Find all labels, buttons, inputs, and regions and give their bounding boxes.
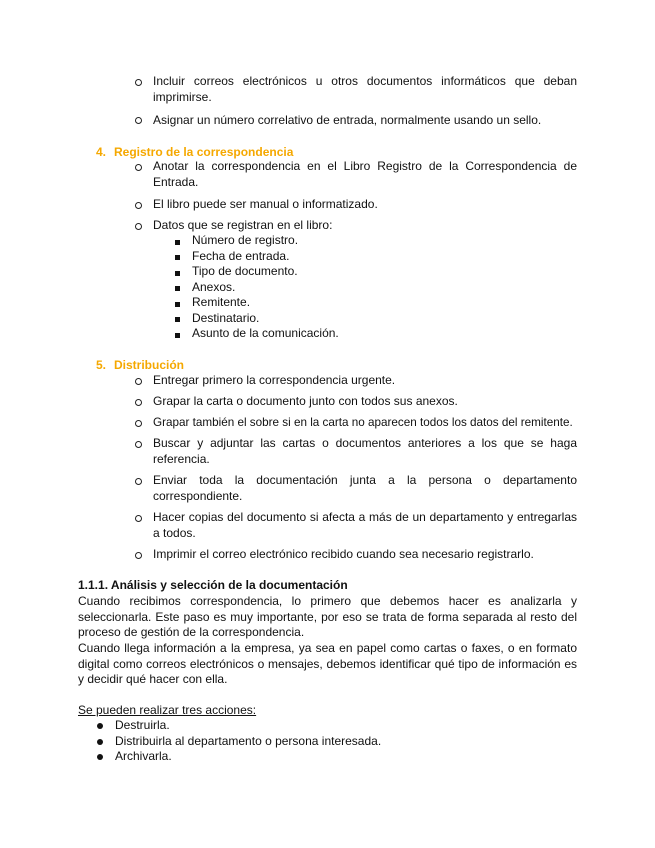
list-item: Asignar un número correlativo de entrada, normalmente usando un sello. [153, 113, 542, 127]
list-item: Incluir correos electrónicos u otros documentos informáticos que deban imprimirse. [153, 74, 577, 104]
circle-bullet-icon [135, 202, 142, 209]
circle-bullet-icon [135, 399, 142, 406]
section-4-number: 4. [96, 145, 107, 159]
circle-bullet-icon [135, 478, 142, 485]
circle-bullet-icon [135, 378, 142, 385]
list-item: Datos que se registran en el libro: [153, 218, 333, 232]
section-4-title: Registro de la correspondencia [114, 145, 294, 159]
section-5-title: Distribución [114, 358, 185, 372]
circle-bullet-icon [135, 117, 142, 124]
sub-list-item: Tipo de documento. [192, 264, 298, 278]
dot-bullet-icon [97, 739, 103, 745]
list-item: Enviar toda la documentación junta a la persona o departamento correspondiente. [153, 473, 577, 503]
paragraph: Cuando recibimos correspondencia, lo primero que debemos hacer es analizarla y seleccionarla. Este paso es muy importante, por eso se trata de forma separada al resto del proceso de gestión de la correspondencia. [78, 594, 577, 640]
sub-list-item: Número de registro. [192, 233, 299, 247]
square-bullet-icon [175, 302, 180, 307]
actions-intro: Se pueden realizar tres acciones: [78, 703, 257, 717]
sub-list-item: Anexos. [192, 280, 236, 294]
action-item: Destruirla. [115, 718, 170, 732]
circle-bullet-icon [135, 515, 142, 522]
section-5-number: 5. [96, 358, 107, 372]
circle-bullet-icon [135, 79, 142, 86]
circle-bullet-icon [135, 223, 142, 230]
list-item: Grapar la carta o documento junto con todos sus anexos. [153, 394, 458, 408]
square-bullet-icon [175, 240, 180, 245]
square-bullet-icon [175, 255, 180, 260]
sub-list-item: Asunto de la comunicación. [192, 326, 339, 340]
list-item: Hacer copias del documento si afecta a más de un departamento y entregarlas a todos. [153, 510, 577, 540]
sub-list-item: Destinatario. [192, 311, 260, 325]
square-bullet-icon [175, 271, 180, 276]
list-item: Entregar primero la correspondencia urgente. [153, 373, 396, 387]
circle-bullet-icon [135, 420, 142, 427]
list-item: Grapar también el sobre si en la carta no aparecen todos los datos del remitente. [153, 416, 573, 429]
subsection-heading: 1.1.1. Análisis y selección de la documentación [78, 578, 348, 592]
list-item: Imprimir el correo electrónico recibido cuando sea necesario registrarlo. [153, 547, 534, 561]
circle-bullet-icon [135, 441, 142, 448]
square-bullet-icon [175, 333, 180, 338]
square-bullet-icon [175, 317, 180, 322]
circle-bullet-icon [135, 552, 142, 559]
action-item: Archivarla. [115, 749, 172, 763]
dot-bullet-icon [97, 754, 103, 760]
list-item: El libro puede ser manual o informatizado. [153, 197, 378, 211]
circle-bullet-icon [135, 164, 142, 171]
sub-list-item: Remitente. [192, 295, 251, 309]
list-item: Buscar y adjuntar las cartas o documentos anteriores a los que se haga referencia. [153, 436, 577, 466]
square-bullet-icon [175, 286, 180, 291]
list-item: Anotar la correspondencia en el Libro Registro de la Correspondencia de Entrada. [153, 159, 577, 189]
action-item: Distribuirla al departamento o persona interesada. [115, 734, 382, 748]
paragraph: Cuando llega información a la empresa, ya sea en papel como cartas o faxes, o en formato digital como correos electrónicos o mensajes, debemos identificar qué tipo de información es y decidir qué hacer con ella. [78, 641, 577, 687]
sub-list-item: Fecha de entrada. [192, 249, 290, 263]
dot-bullet-icon [97, 723, 103, 729]
